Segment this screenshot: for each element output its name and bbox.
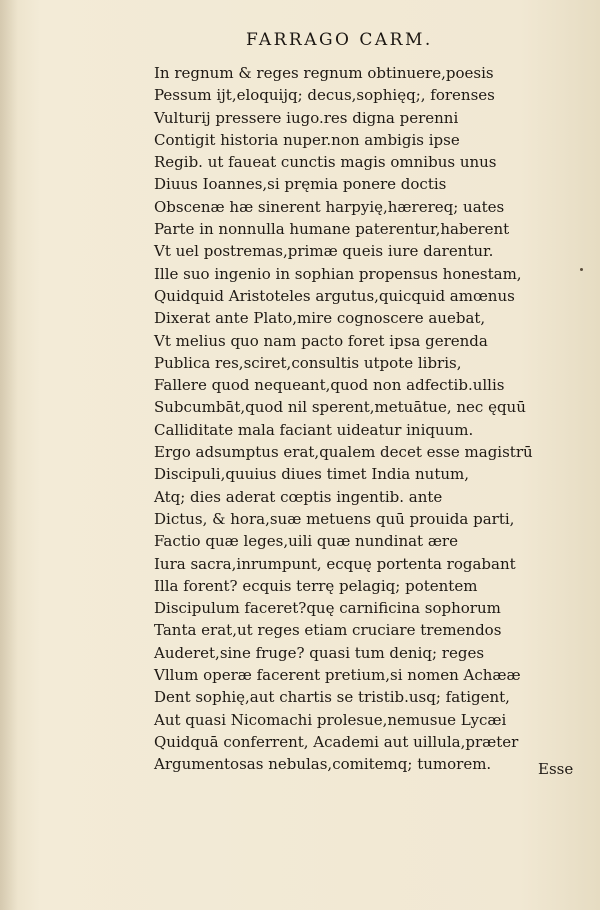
verse-line-16: Subcumbāt,quod nil sperent,metuātue, nec ęquū [154,398,526,417]
verse-line-22: Factio quæ leges,uili quæ nundinat ære [154,532,458,551]
verse-line-21: Dictus, & hora,suæ metuens quū prouida parti, [154,509,515,528]
verse-line-15: Fallere quod nequeant,quod non adfectib.ullis [154,376,505,395]
verse-line-1: In regnum & reges regnum obtinuere,poesis [154,64,494,82]
verse-line-4: Contigit historia nuper.non ambigis ipse [154,130,460,149]
verse-line-11: Quidquid Aristoteles argutus,quicquid amœnus [154,286,515,305]
verse-line-7: Obscenæ hæ sinerent harpyię,hærereq; uates [154,197,505,216]
verse-line-18: Ergo adsumptus erat,qualem decet esse magistrū [154,443,533,462]
verse-line-29: Dent sophię,aut chartis se tristib.usq; fatigent, [154,688,510,707]
running-head: FARRAGO CARM. [246,30,433,50]
catchword: Esse [538,760,574,778]
verse-line-31: Quidquā conferrent, Academi aut uillula,præter [154,732,519,751]
verse-text-block [154,62,574,776]
verse-line-5: Regib. ut faueat cunctis magis omnibus unus [154,153,497,172]
margin-mark [580,268,583,271]
verse-line-28: Vllum operæ facerent pretium,si nomen Achææ [154,666,521,685]
verse-line-25: Discipulum faceret?quę carnificina sophorum [154,599,501,618]
verse-line-6: Diuus Ioannes,si pręmia ponere doctis [154,175,447,194]
verse-line-20: Atq; dies aderat cœptis ingentib. ante [154,487,443,506]
verse-line-14: Publica res,sciret,consultis utpote libris, [154,353,462,372]
verse-line-24: Illa forent? ecquis terrę pelagiq; potentem [154,576,478,595]
verse-line-19: Discipuli,quuius diues timet India nutum, [154,465,470,484]
verse-line-27: Auderet,sine fruge? quasi tum deniq; reges [154,643,485,662]
verse-line-3: Vulturij pressere iugo.res digna perenni [154,108,459,127]
verse-line-2: Pessum ijt,eloquijq; decus,sophięq;, forenses [154,86,495,105]
verse-line-8: Parte in nonnulla humane paterentur,haberent [154,220,510,239]
verse-line-13: Vt melius quo nam pacto foret ipsa gerenda [154,331,488,350]
verse-line-30: Aut quasi Nicomachi prolesue,nemusue Lycæi [154,710,507,729]
verse-line-9: Vt uel postremas,primæ queis iure darentur. [154,242,494,261]
verse-line-23: Iura sacra,inrumpunt, ecquę portenta rogabant [154,554,516,573]
verse-line-17: Calliditate mala faciant uideatur iniquum. [154,420,474,439]
verse-line-12: Dixerat ante Plato,mire cognoscere auebat, [154,309,486,328]
verse-line-32: Argumentosas nebulas,comitemq; tumorem. [154,755,492,774]
verse-line-10: Ille suo ingenio in sophian propensus honestam, [154,264,522,283]
verse-line-26: Tanta erat,ut reges etiam cruciare tremendos [154,621,502,640]
